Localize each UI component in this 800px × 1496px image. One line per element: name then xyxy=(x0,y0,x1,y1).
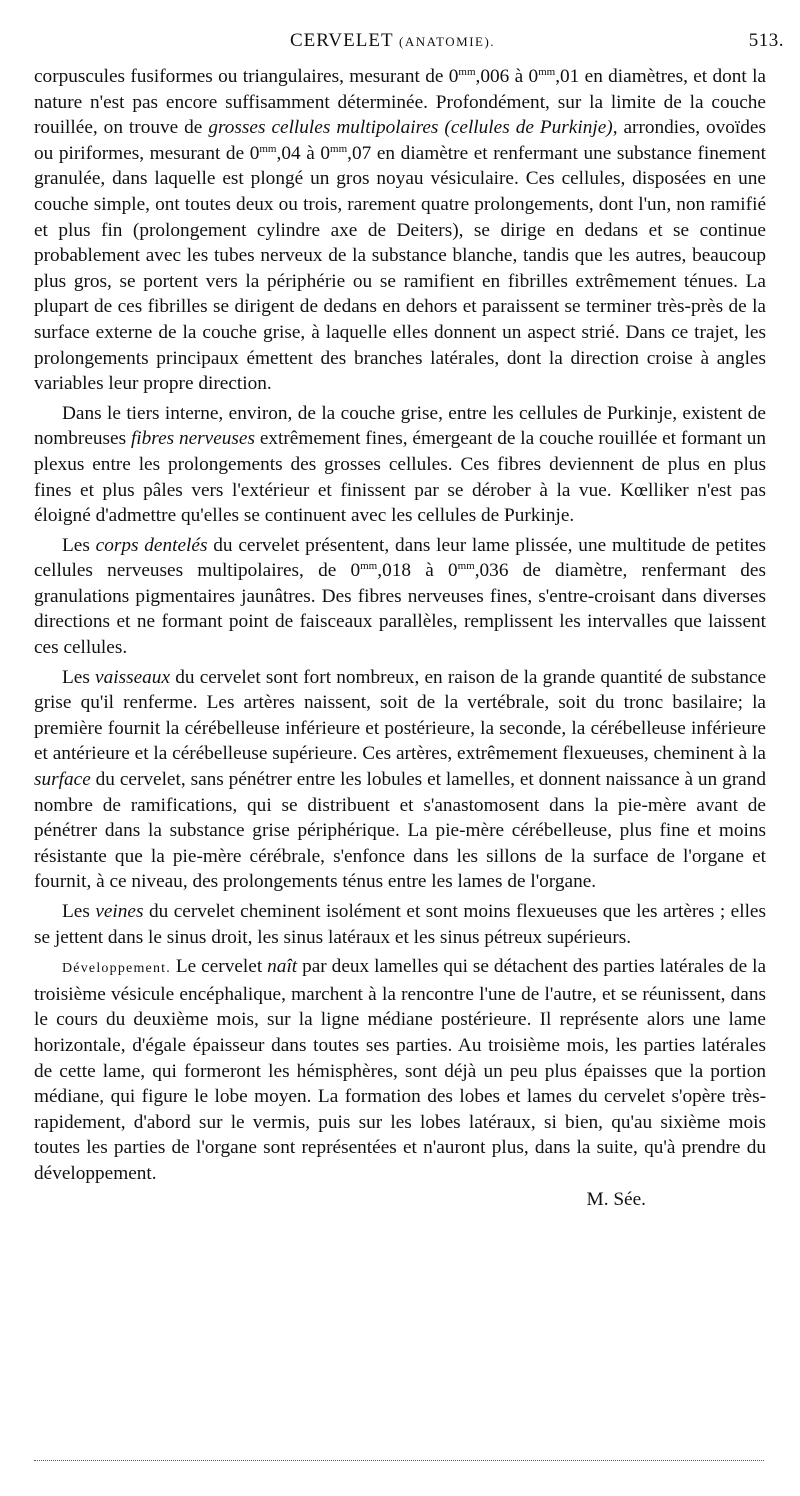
italic-term: grosses cellules multipolaires (cellules de Purkinje) xyxy=(208,117,613,139)
paragraph-development xyxy=(34,954,766,1186)
italic-term: naît xyxy=(267,956,298,978)
header-title-sub: (ANATOMIE). xyxy=(398,34,496,49)
author-signature: M. Sée. xyxy=(586,1188,646,1210)
page-number: 513. xyxy=(748,30,784,51)
text-run: du cervelet présentent, dans leur lame plissée, une multitude de petites cellules nerveuses multipolaires, de 0 xyxy=(34,534,766,582)
unit-superscript: mm xyxy=(538,66,556,78)
text-run: , arrondies, ovoïdes ou piriformes, mesurant de 0 xyxy=(34,117,766,164)
text-run: ,018 à 0 xyxy=(377,560,458,582)
unit-superscript: mm xyxy=(458,66,476,78)
body-text xyxy=(34,64,766,1212)
text-run: ,04 à 0 xyxy=(276,142,331,164)
unit-superscript: mm xyxy=(259,142,277,155)
italic-term: surface xyxy=(34,769,91,791)
text-run: ,006 à 0 xyxy=(475,66,539,87)
text-run: du cervelet sont fort nombreux, en raison de la grande quantité de substance grise qu'il renferme. Les artères naissent, soit de la vertébrale, soit du tronc basilaire; la première fournit la cérébelleuse inférieure et postérieure, la seconde, la cérébelleuse inférieure et antérieure et la cérébelleuse supérieure. Ces artères, extrêmement flexueuses, cheminent à la xyxy=(34,666,766,765)
unit-superscript: mm xyxy=(457,560,475,573)
section-heading-development: Développement. xyxy=(62,961,171,977)
text-run: par deux lamelles qui se détachent des parties latérales de la troisième vésicule encéphalique, marchent à la rencontre l'une de l'autre, et se réunissent, dans le cours du deuxième mois, sur la ligne médiane postérieure. Il représente alors une lame horizontale, d'égale épaisseur dans toutes ses parties. Au troisième mois, les parties latérales de cette lame, qui formeront les hémisphères, sont déjà un peu plus épaisses que la portion médiane, qui figure le lobe moyen. La formation des lobes et lames du cervelet s'opère très-rapidement, d'abord sur le vermis, puis sur les lobes latéraux, si bien, qu'au sixième mois toutes les parties de l'organe sont représentées et n'auront plus, dans la suite, qu'à prendre du développement. xyxy=(34,956,767,1184)
italic-term: veines xyxy=(95,901,144,922)
paragraph-dentate-bodies xyxy=(34,533,766,661)
unit-superscript: mm xyxy=(330,142,348,155)
text-run: ,01 en diamètres, et dont la nature n'est pas encore suffisamment déterminée. Profondément, sur la limite de la couche rouillée, on trouve de xyxy=(34,66,766,139)
text-run: ,036 de diamètre, renfermant des granulations pigmentaires jaunâtres. Des fibres nerveuses fines, s'entre-croisant dans diverses directions et ne formant point de faisceaux parallèles, remplissent les intervalles que laissent ces cellules. xyxy=(34,560,766,659)
text-run: extrêmement fines, émergeant de la couche rouillée et formant un plexus entre les prolongements des grosses cellules. Ces fibres deviennent de plus en plus fines et plus pâles vers l'extérieur et finissent par se dérober à la vue. Kœlliker n'est pas éloigné d'admettre qu'elles se continuent avec les cellules de Purkinje. xyxy=(34,428,766,527)
italic-term: corps dentelés xyxy=(95,534,208,556)
running-header xyxy=(34,30,784,54)
italic-term: vaisseaux xyxy=(95,666,171,688)
footer-dotted-rule xyxy=(34,1460,764,1461)
text-run: Le cervelet xyxy=(170,956,268,978)
header-title-main: CERVELET xyxy=(290,30,394,51)
italic-term: fibres nerveuses xyxy=(130,428,255,450)
unit-superscript: mm xyxy=(360,560,378,573)
text-run: du cervelet cheminent isolément et sont moins flexueuses que les artères ; elles se jettent dans le sinus droit, les sinus latéraux et les sinus pétreux supérieurs. xyxy=(34,901,766,948)
text-run: Les xyxy=(62,901,96,922)
text-run: Dans le tiers interne, environ, de la couche grise, entre les cellules de Purkinje, existent de nombreuses xyxy=(34,402,766,450)
text-run: Les xyxy=(62,666,96,688)
text-run: ,07 en diamètre et renfermant une substance finement granulée, dans laquelle est plongé un gros noyau vésiculaire. Ces cellules, disposées en une couche simple, ont toutes deux ou trois, rarement quatre prolongements, dont l'un, non ramifié et plus fin (prolongement cylindre axe de Deiters), se dirige en dedans et se continue probablement avec les tubes nerveux de la substance blanche, tandis que les autres, beaucoup plus gros, se portent vers la périphérie ou se ramifient en fibrilles extrêmement ténues. La plupart de ces fibrilles se dirigent de dedans en dehors et paraissent se terminer très-près de la surface externe de la couche grise, à laquelle elles donnent un aspect strié. Dans ce trajet, les prolongements principaux émettent des branches latérales, dont la direction croise à angles variables leur propre direction. xyxy=(34,142,766,395)
paragraph-vessels xyxy=(34,665,766,895)
paragraph-purkinje-cells xyxy=(34,64,766,397)
header-title xyxy=(290,30,495,52)
text-run: Les xyxy=(62,534,96,556)
paragraph-veins xyxy=(34,899,766,950)
text-run: du cervelet, sans pénétrer entre les lobules et lamelles, et donnent naissance à un grand nombre de ramifications, qui se distribuent et s'anastomosent dans la pie-mère avant de pénétrer dans la substance grise périphérique. La pie-mère cérébelleuse, plus fine et moins résistante que la pie-mère cérébrale, s'enfonce dans les sillons de la surface de l'organe et fournit, à ce niveau, des prolongements ténus entre les lames de l'organe. xyxy=(34,769,766,893)
text-run: corpuscules fusiformes ou triangulaires, mesurant de 0 xyxy=(34,66,459,87)
paragraph-nerve-fibres xyxy=(34,401,766,529)
